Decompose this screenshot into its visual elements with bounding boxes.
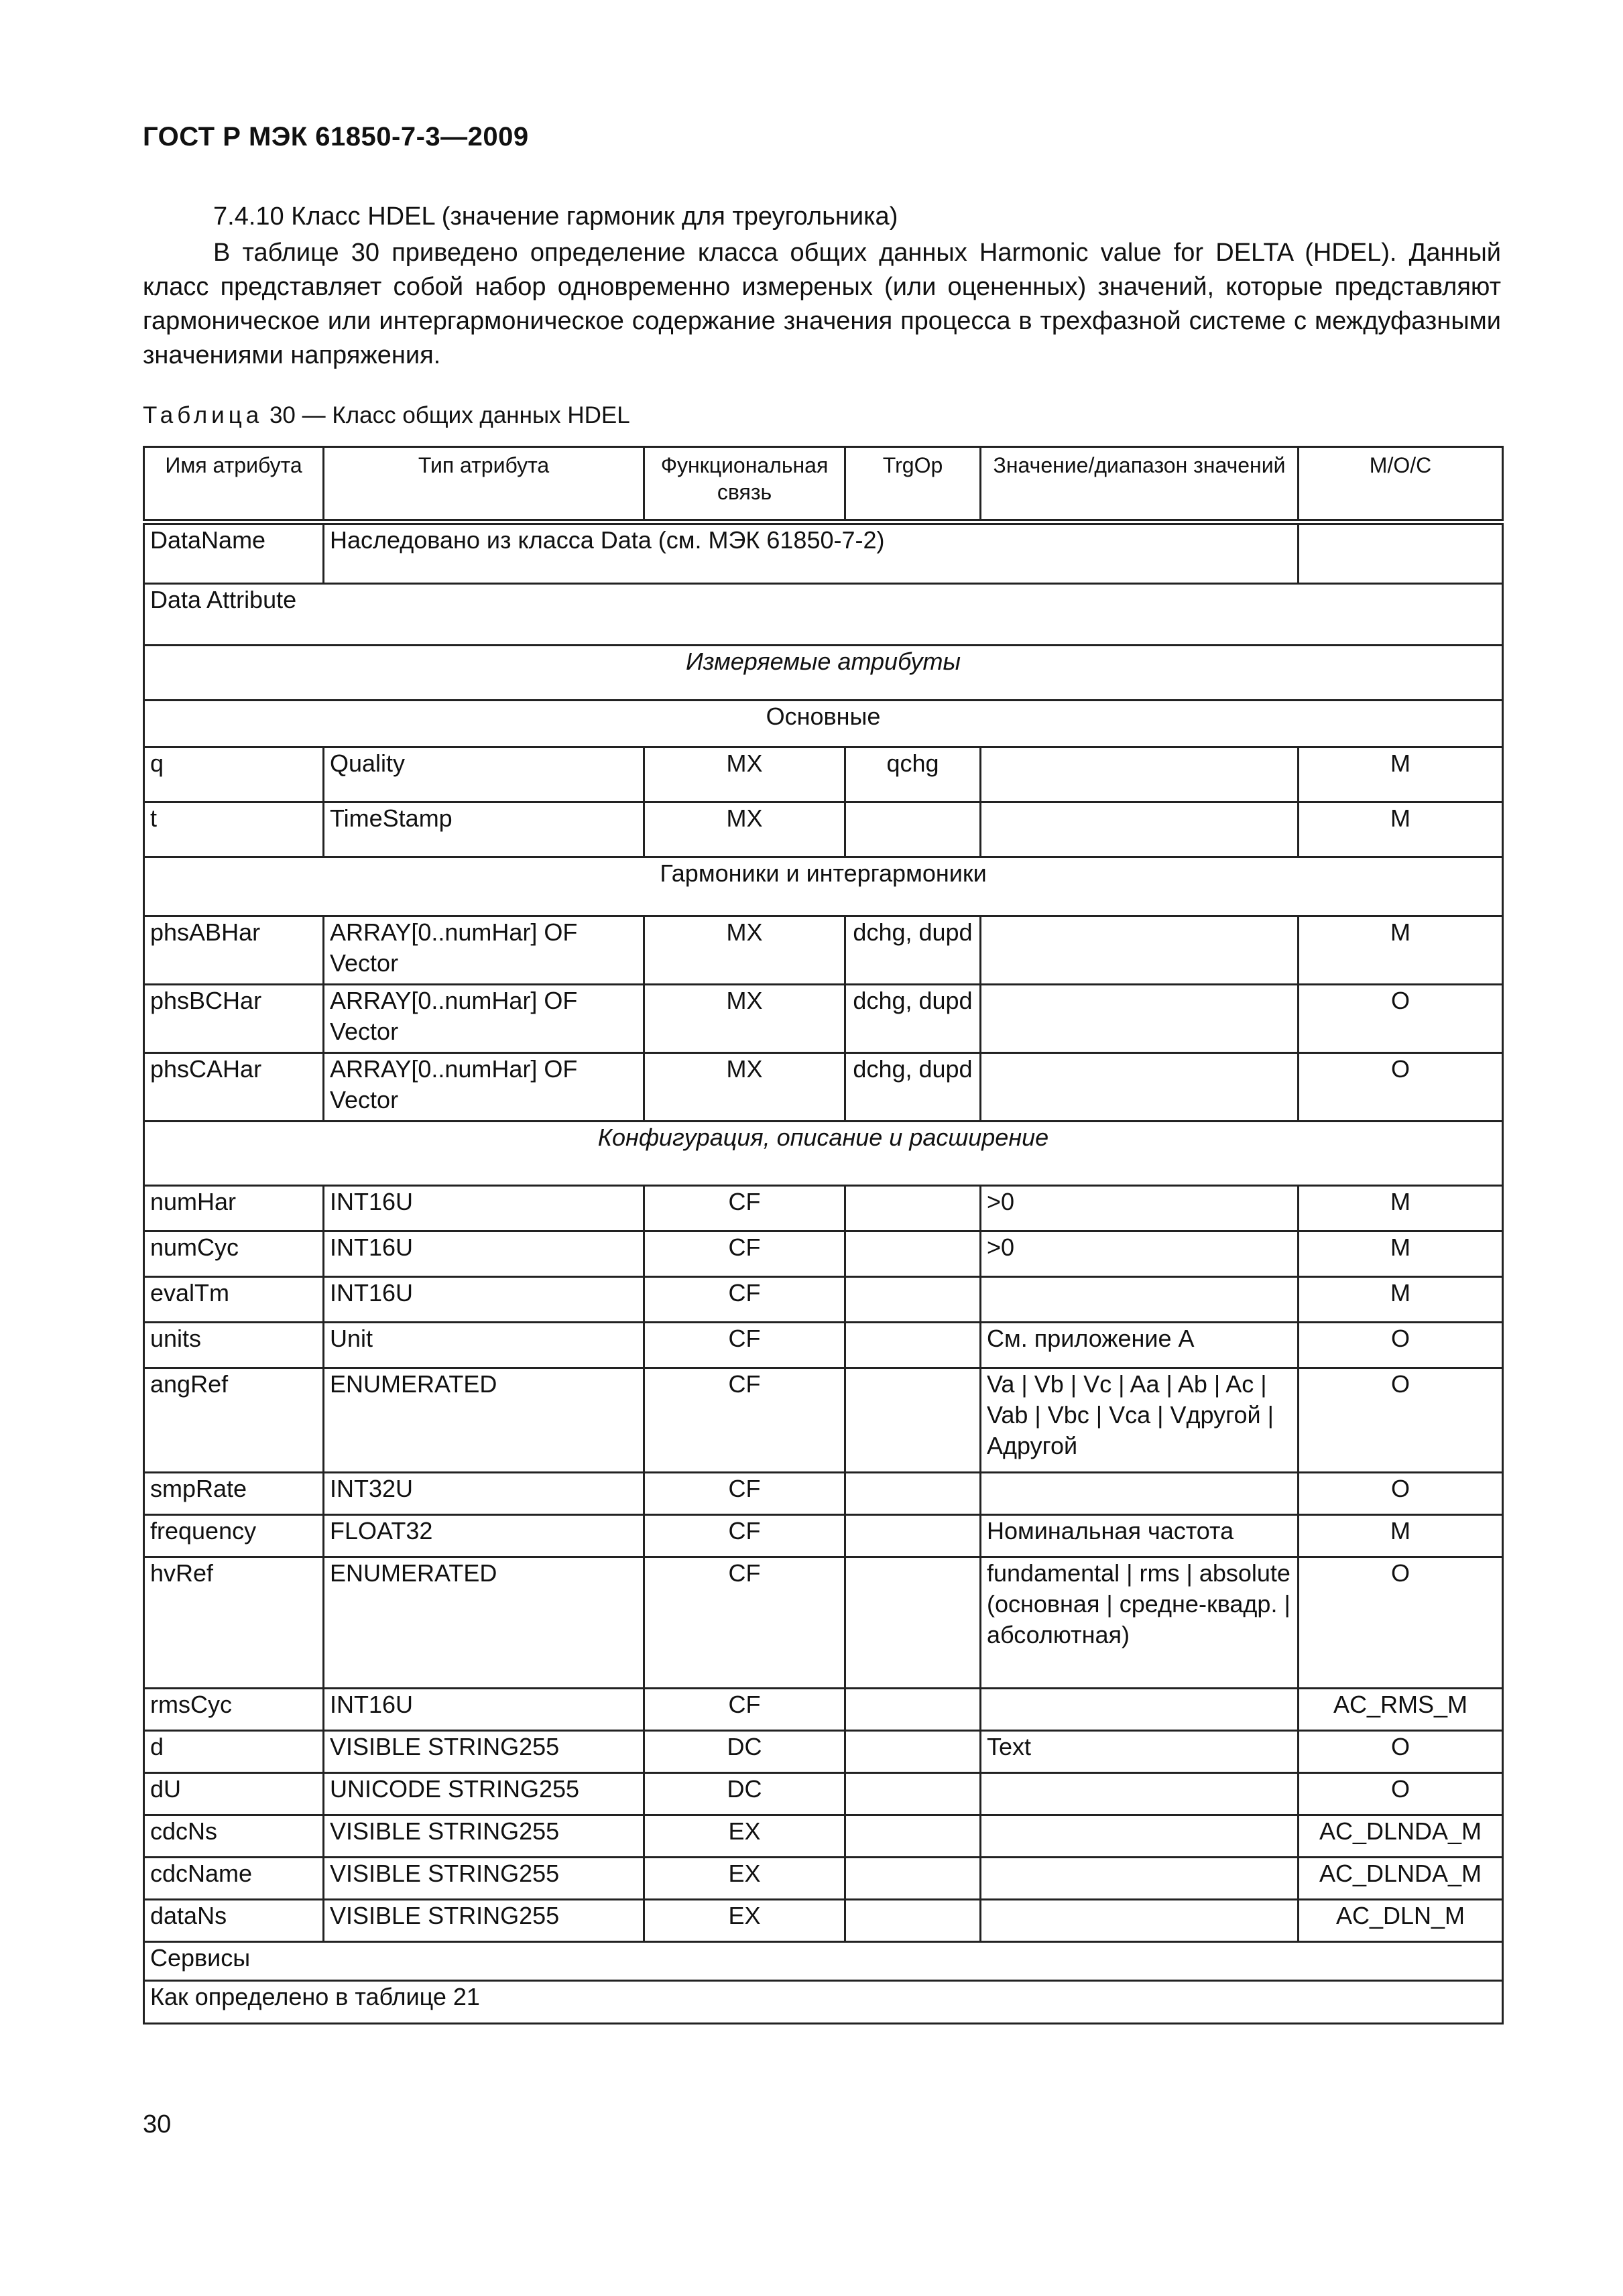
cell-value-range: >0 xyxy=(981,1186,1299,1231)
cell-value-range xyxy=(981,1053,1299,1122)
table-row xyxy=(144,1277,1503,1323)
cell-functional-constraint: CF xyxy=(644,1557,845,1689)
cell-value-range: Номинальная частота xyxy=(981,1515,1299,1557)
cell-attr-name: numCyc xyxy=(144,1231,324,1277)
cell-attr-type: ARRAY[0..numHar] OF Vector xyxy=(324,985,644,1053)
cell-moc: AC_DLNDA_M xyxy=(1299,1815,1503,1858)
cell-functional-constraint: CF xyxy=(644,1323,845,1368)
cell-attr-name: t xyxy=(144,802,324,857)
cell-attr-type: ARRAY[0..numHar] OF Vector xyxy=(324,1053,644,1122)
cell-moc: M xyxy=(1299,916,1503,985)
cell-attr-type: INT16U xyxy=(324,1689,644,1731)
cell-functional-constraint: CF xyxy=(644,1368,845,1473)
cell-trigger-option xyxy=(845,1323,981,1368)
cell-attr-type: INT16U xyxy=(324,1277,644,1323)
cell-attr-type: INT32U xyxy=(324,1473,644,1515)
cell-attr-name: units xyxy=(144,1323,324,1368)
cell-trigger-option: dchg, dupd xyxy=(845,985,981,1053)
cell-attr-type: INT16U xyxy=(324,1186,644,1231)
cell-functional-constraint: CF xyxy=(644,1515,845,1557)
cell-trigger-option xyxy=(845,1773,981,1815)
data-attribute-cell: Data Attribute xyxy=(144,584,1503,646)
table-caption xyxy=(143,402,630,429)
cell-attr-type: VISIBLE STRING255 xyxy=(324,1900,644,1942)
cell-value-range: fundamental | rms | absolute (основная | средне-квадр. | абсолютная) xyxy=(981,1557,1299,1689)
cell-trigger-option xyxy=(845,1515,981,1557)
cell-trigger-option xyxy=(845,1689,981,1731)
caption-text: 30 — Класс общих данных HDEL xyxy=(263,402,630,428)
cell-functional-constraint: EX xyxy=(644,1815,845,1858)
table-row xyxy=(144,1858,1503,1900)
cell-attr-type: VISIBLE STRING255 xyxy=(324,1731,644,1773)
cell-attr-name: d xyxy=(144,1731,324,1773)
table-row xyxy=(144,1731,1503,1773)
cell-functional-constraint: CF xyxy=(644,1186,845,1231)
group-row-config xyxy=(144,1122,1503,1186)
cell-moc: O xyxy=(1299,1368,1503,1473)
cell-trigger-option xyxy=(845,1186,981,1231)
cell-value-range: >0 xyxy=(981,1231,1299,1277)
cell-trigger-option xyxy=(845,1557,981,1689)
caption-label: Таблица xyxy=(143,402,263,428)
table-row xyxy=(144,1773,1503,1815)
cell-attr-name: dataNs xyxy=(144,1900,324,1942)
cell-attr-name: q xyxy=(144,747,324,802)
group-basic: Основные xyxy=(144,701,1503,747)
cell-moc: M xyxy=(1299,1277,1503,1323)
cell-moc: M xyxy=(1299,747,1503,802)
page-number: 30 xyxy=(143,2110,172,2138)
cell-moc: O xyxy=(1299,985,1503,1053)
cell-functional-constraint: MX xyxy=(644,1053,845,1122)
table-row xyxy=(144,1231,1503,1277)
services-note-cell: Как определено в таблице 21 xyxy=(144,1981,1503,2024)
cell-moc: O xyxy=(1299,1773,1503,1815)
table-row xyxy=(144,747,1503,802)
cell-functional-constraint: DC xyxy=(644,1731,845,1773)
table-row xyxy=(144,1368,1503,1473)
table-row xyxy=(144,985,1503,1053)
table-row xyxy=(144,1473,1503,1515)
cell-attr-type: UNICODE STRING255 xyxy=(324,1773,644,1815)
header-attr-type: Тип атрибута xyxy=(324,447,644,522)
cell-functional-constraint: CF xyxy=(644,1277,845,1323)
table-row xyxy=(144,1323,1503,1368)
cell-functional-constraint: EX xyxy=(644,1858,845,1900)
services-note-row xyxy=(144,1981,1503,2024)
cell-functional-constraint: CF xyxy=(644,1231,845,1277)
cell-attr-name: smpRate xyxy=(144,1473,324,1515)
cell-moc: M xyxy=(1299,1231,1503,1277)
cell-value-range xyxy=(981,1815,1299,1858)
cell-moc: M xyxy=(1299,802,1503,857)
cell-moc: O xyxy=(1299,1557,1503,1689)
cell-attr-type: TimeStamp xyxy=(324,802,644,857)
cell-attr-type: Unit xyxy=(324,1323,644,1368)
cell-attr-name: dU xyxy=(144,1773,324,1815)
cell-value-range xyxy=(981,916,1299,985)
cell-functional-constraint: CF xyxy=(644,1689,845,1731)
cell-value-range: Text xyxy=(981,1731,1299,1773)
cell-value-range xyxy=(981,1773,1299,1815)
group-row-basic xyxy=(144,701,1503,747)
table-row xyxy=(144,916,1503,985)
data-attribute-row xyxy=(144,584,1503,646)
cell-trigger-option: dchg, dupd xyxy=(845,1053,981,1122)
services-cell: Сервисы xyxy=(144,1942,1503,1981)
table-row xyxy=(144,1815,1503,1858)
cell-trigger-option: dchg, dupd xyxy=(845,916,981,985)
cell-value-range xyxy=(981,747,1299,802)
cell-moc: AC_RMS_M xyxy=(1299,1689,1503,1731)
cell-trigger-option xyxy=(845,1858,981,1900)
cell-trigger-option: qchg xyxy=(845,747,981,802)
cell-attr-name: hvRef xyxy=(144,1557,324,1689)
cell-moc: M xyxy=(1299,1515,1503,1557)
cell-attr-name: phsBCHar xyxy=(144,985,324,1053)
cell-attr-name: numHar xyxy=(144,1186,324,1231)
table-row xyxy=(144,1557,1503,1689)
cell-trigger-option xyxy=(845,1900,981,1942)
cell-attr-name: cdcNs xyxy=(144,1815,324,1858)
services-row xyxy=(144,1942,1503,1981)
cell-moc: M xyxy=(1299,1186,1503,1231)
table-header-row xyxy=(144,447,1503,522)
cell-functional-constraint: DC xyxy=(644,1773,845,1815)
header-fc: Функциональная связь xyxy=(644,447,845,522)
cell-moc: AC_DLNDA_M xyxy=(1299,1858,1503,1900)
cell-moc: AC_DLN_M xyxy=(1299,1900,1503,1942)
table-row xyxy=(144,1186,1503,1231)
cell-value-range xyxy=(981,985,1299,1053)
header-trgop: TrgOp xyxy=(845,447,981,522)
cell-attr-name: phsCAHar xyxy=(144,1053,324,1122)
cell-trigger-option xyxy=(845,1473,981,1515)
header-value-range: Значение/диапазон значений xyxy=(981,447,1299,522)
table-row xyxy=(144,1689,1503,1731)
cell-value-range xyxy=(981,1689,1299,1731)
cell-attr-name: phsABHar xyxy=(144,916,324,985)
cell-attr-name: evalTm xyxy=(144,1277,324,1323)
cell-value-range xyxy=(981,1473,1299,1515)
cell-value-range: Va | Vb | Vc | Aa | Ab | Ac | Vab | Vbc | Vca | Vдругой | Aдругой xyxy=(981,1368,1299,1473)
cell-attr-type: ARRAY[0..numHar] OF Vector xyxy=(324,916,644,985)
cell-functional-constraint: EX xyxy=(644,1900,845,1942)
table-row xyxy=(144,802,1503,857)
cell-attr-name: angRef xyxy=(144,1368,324,1473)
cell-attr-name: rmsCyc xyxy=(144,1689,324,1731)
group-row-measured xyxy=(144,646,1503,701)
header-moc: M/O/C xyxy=(1299,447,1503,522)
cell-moc: O xyxy=(1299,1473,1503,1515)
cell-value-range xyxy=(981,802,1299,857)
cell-value-range xyxy=(981,1900,1299,1942)
cell-functional-constraint: CF xyxy=(644,1473,845,1515)
dataname-inherited: Наследовано из класса Data (см. МЭК 61850-7-2) xyxy=(324,522,1299,584)
cell-attr-name: frequency xyxy=(144,1515,324,1557)
cell-trigger-option xyxy=(845,1815,981,1858)
cell-trigger-option xyxy=(845,1368,981,1473)
dataname-row xyxy=(144,522,1503,584)
cell-attr-type: VISIBLE STRING255 xyxy=(324,1858,644,1900)
group-measured: Измеряемые атрибуты xyxy=(144,646,1503,701)
cell-attr-type: Quality xyxy=(324,747,644,802)
hdel-table xyxy=(143,446,1504,2025)
section-title: 7.4.10 Класс HDEL (значение гармоник для треугольника) xyxy=(213,202,898,231)
dataname-moc xyxy=(1299,522,1503,584)
cell-attr-type: ENUMERATED xyxy=(324,1368,644,1473)
cell-value-range xyxy=(981,1858,1299,1900)
cell-trigger-option xyxy=(845,1231,981,1277)
cell-attr-name: cdcName xyxy=(144,1858,324,1900)
cell-trigger-option xyxy=(845,1277,981,1323)
table-row xyxy=(144,1053,1503,1122)
group-harmonics: Гармоники и интергармоники xyxy=(144,857,1503,916)
cell-trigger-option xyxy=(845,1731,981,1773)
cell-value-range xyxy=(981,1277,1299,1323)
dataname-cell: DataName xyxy=(144,522,324,584)
cell-functional-constraint: MX xyxy=(644,747,845,802)
cell-trigger-option xyxy=(845,802,981,857)
cell-moc: O xyxy=(1299,1323,1503,1368)
cell-moc: O xyxy=(1299,1053,1503,1122)
cell-attr-type: ENUMERATED xyxy=(324,1557,644,1689)
group-config: Конфигурация, описание и расширение xyxy=(144,1122,1503,1186)
document-header: ГОСТ Р МЭК 61850-7-3—2009 xyxy=(143,122,529,152)
cell-functional-constraint: MX xyxy=(644,985,845,1053)
cell-moc: O xyxy=(1299,1731,1503,1773)
header-attr-name: Имя атрибута xyxy=(144,447,324,522)
cell-functional-constraint: MX xyxy=(644,916,845,985)
table-row xyxy=(144,1515,1503,1557)
cell-attr-type: INT16U xyxy=(324,1231,644,1277)
cell-attr-type: VISIBLE STRING255 xyxy=(324,1815,644,1858)
cell-attr-type: FLOAT32 xyxy=(324,1515,644,1557)
table-row xyxy=(144,1900,1503,1942)
section-paragraph: В таблице 30 приведено определение класса общих данных Harmonic value for DELTA (HDEL). Данный класс представляет собой набор одновременно измереных (или оцененных) значений, которые представляют гармоническое или интергармоническое содержание значения процесса в трехфазной системе с междуфазными значениями напряжения. xyxy=(143,239,1501,369)
cell-value-range: См. приложение А xyxy=(981,1323,1299,1368)
group-row-harmonics xyxy=(144,857,1503,916)
cell-functional-constraint: MX xyxy=(644,802,845,857)
